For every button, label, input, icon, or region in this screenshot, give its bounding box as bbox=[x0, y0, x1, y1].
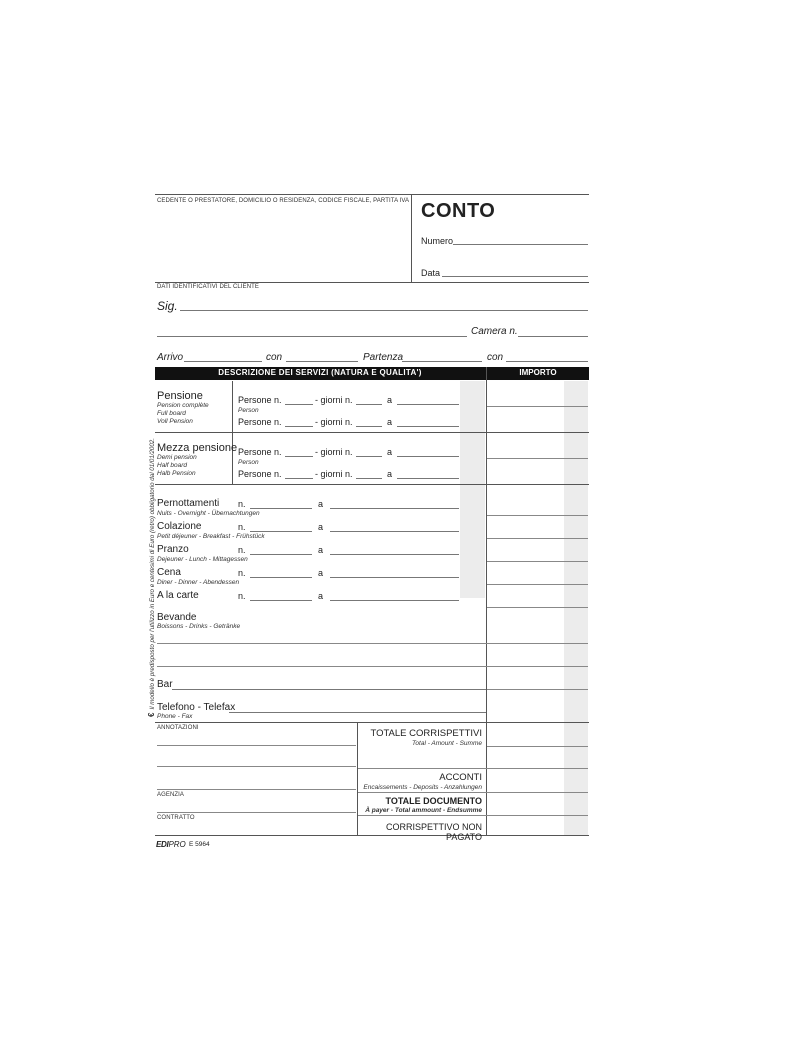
pension-persone-field[interactable] bbox=[285, 404, 313, 405]
data-label: Data bbox=[421, 268, 441, 278]
pension-title: Pensione bbox=[157, 390, 203, 402]
mezza-separator bbox=[155, 484, 589, 485]
annotazioni-line-3 bbox=[157, 789, 356, 790]
sig-label: Sig. bbox=[157, 299, 178, 313]
header-divider bbox=[411, 194, 412, 282]
totale-corrispettivi-line bbox=[487, 746, 588, 747]
telefono-field[interactable] bbox=[229, 712, 486, 713]
camera-field[interactable] bbox=[518, 336, 588, 337]
cena-a-label: a bbox=[318, 568, 324, 578]
totale-corrispettivi-sub: Total - Amount - Summe bbox=[412, 740, 482, 747]
partenza-label: Partenza bbox=[363, 352, 404, 363]
pranzo-importo-line bbox=[487, 561, 588, 562]
arrivo-field[interactable] bbox=[184, 361, 262, 362]
pension-separator bbox=[155, 432, 589, 433]
colazione-importo-line bbox=[487, 538, 588, 539]
mezza-persone-field[interactable] bbox=[285, 456, 313, 457]
pernottamenti-importo-line bbox=[487, 515, 588, 516]
mezza-a-field[interactable] bbox=[397, 456, 459, 457]
pernottamenti-a-field[interactable] bbox=[330, 508, 459, 509]
sig-field[interactable] bbox=[180, 310, 588, 311]
non-pagato-label: CORRISPETTIVO NON PAGATO bbox=[385, 822, 482, 842]
importo-divider bbox=[486, 367, 487, 835]
pension-a-field-2[interactable] bbox=[397, 426, 459, 427]
mezza-a-label: a bbox=[387, 447, 393, 457]
annotazioni-line-1 bbox=[157, 745, 356, 746]
pension-a-field[interactable] bbox=[397, 404, 459, 405]
pension-persone-label-2: Persone n. bbox=[238, 417, 282, 427]
page-title: CONTO bbox=[421, 200, 496, 222]
alacarte-title: A la carte bbox=[157, 590, 199, 601]
mezza-pensione-sub: Demi pension Half board Halb Pension bbox=[157, 454, 197, 477]
header-bottom-border bbox=[155, 282, 589, 283]
alacarte-a-field[interactable] bbox=[330, 600, 459, 601]
totale-documento-line bbox=[358, 815, 588, 816]
pernottamenti-title: Pernottamenti bbox=[157, 498, 220, 509]
cena-a-field[interactable] bbox=[330, 577, 459, 578]
partenza-con-field[interactable] bbox=[506, 361, 588, 362]
acconti-bottom-line bbox=[358, 792, 588, 793]
pension-sub: Pension complète Full board Voll Pension bbox=[157, 402, 209, 425]
pernottamenti-n-label: n. bbox=[238, 499, 246, 509]
partenza-field[interactable] bbox=[402, 361, 482, 362]
annotazioni-line-2 bbox=[157, 766, 356, 767]
acconti-sub: Encaissements - Deposits - Anzahlungen bbox=[363, 784, 482, 791]
pension-persone-field-2[interactable] bbox=[285, 426, 313, 427]
mezza-pensione-title: Mezza pensione bbox=[157, 442, 238, 454]
supplier-label: CEDENTE O PRESTATORE, DOMICILIO O RESIDENZA, CODICE FISCALE, PARTITA IVA bbox=[157, 198, 410, 204]
euro-mark: € bbox=[147, 712, 156, 717]
colazione-title: Colazione bbox=[157, 521, 202, 532]
bar-title: Bar bbox=[157, 679, 173, 690]
pernottamenti-a-label: a bbox=[318, 499, 324, 509]
pension-giorni-label-2: - giorni n. bbox=[315, 417, 353, 427]
partenza-con-label: con bbox=[487, 352, 504, 363]
pension-persone-label: Persone n. bbox=[238, 395, 282, 405]
pernottamenti-n-field[interactable] bbox=[250, 508, 312, 509]
euro-side-note bbox=[147, 438, 156, 717]
pension-giorni-label: - giorni n. bbox=[315, 395, 353, 405]
pension-a-label: a bbox=[387, 395, 393, 405]
cena-n-label: n. bbox=[238, 568, 246, 578]
mezza-a-label-2: a bbox=[387, 469, 393, 479]
mezza-person-sub: Person bbox=[238, 459, 259, 466]
arrivo-label: Arrivo bbox=[157, 352, 184, 363]
arrivo-con-label: con bbox=[266, 352, 283, 363]
mezza-giorni-field-2[interactable] bbox=[356, 478, 382, 479]
colazione-a-label: a bbox=[318, 522, 324, 532]
mezza-importo-line bbox=[487, 458, 588, 459]
client-section-label: DATI IDENTIFICATIVI DEL CLIENTE bbox=[157, 284, 260, 290]
cena-sub: Diner - Dinner - Abendessen bbox=[157, 579, 240, 586]
shade-col-left bbox=[460, 381, 485, 598]
arrivo-con-field[interactable] bbox=[286, 361, 358, 362]
totale-documento-label: TOTALE DOCUMENTO bbox=[385, 796, 482, 806]
footer-top-border bbox=[155, 722, 589, 723]
pension-a-label-2: a bbox=[387, 417, 393, 427]
totale-documento-sub: À payer - Total ammount - Endsumme bbox=[365, 807, 482, 814]
colazione-a-field[interactable] bbox=[330, 531, 459, 532]
importo-header: IMPORTO bbox=[519, 368, 557, 377]
pension-person-sub: Person bbox=[238, 407, 259, 414]
acconti-label: ACCONTI bbox=[439, 772, 482, 783]
cena-n-field[interactable] bbox=[250, 577, 312, 578]
shade-col-right bbox=[564, 381, 588, 835]
desc-header: DESCRIZIONE DEI SERVIZI (NATURA E QUALITA') bbox=[218, 368, 422, 377]
data-field[interactable] bbox=[442, 276, 588, 277]
bar-importo-line bbox=[487, 689, 588, 690]
bevande-sub: Boissons - Drinks - Getränke bbox=[157, 623, 241, 630]
alacarte-a-label: a bbox=[318, 591, 324, 601]
pernottamenti-sub: Nuits - Overnight - Übernachtungen bbox=[157, 510, 260, 517]
top-border bbox=[155, 194, 589, 195]
pranzo-n-label: n. bbox=[238, 545, 246, 555]
mezza-giorni-field[interactable] bbox=[356, 456, 382, 457]
pranzo-a-label: a bbox=[318, 545, 324, 555]
footer-divider bbox=[357, 722, 358, 835]
mezza-persone-label: Persone n. bbox=[238, 447, 282, 457]
client-address-field[interactable] bbox=[157, 336, 467, 337]
acconti-top-line bbox=[358, 768, 588, 769]
alacarte-n-label: n. bbox=[238, 591, 246, 601]
colazione-sub: Petit déjeuner - Breakfast - Frühstück bbox=[157, 533, 265, 540]
camera-label: Camera n. bbox=[471, 326, 518, 337]
mezza-giorni-label: - giorni n. bbox=[315, 447, 353, 457]
mezza-persone-label-2: Persone n. bbox=[238, 469, 282, 479]
numero-field[interactable] bbox=[453, 244, 588, 245]
bevande-line-1 bbox=[157, 643, 588, 644]
cena-importo-line bbox=[487, 584, 588, 585]
pranzo-title: Pranzo bbox=[157, 544, 189, 555]
brand-code: E 5964 bbox=[189, 841, 210, 848]
pension-giorni-field-2[interactable] bbox=[356, 426, 382, 427]
mezza-a-field-2[interactable] bbox=[397, 478, 459, 479]
cena-title: Cena bbox=[157, 567, 181, 578]
bar-field[interactable] bbox=[172, 689, 486, 690]
brand-logo: EDIPRO bbox=[156, 840, 186, 849]
agenzia-label: AGENZIA bbox=[157, 792, 185, 798]
colazione-n-field[interactable] bbox=[250, 531, 312, 532]
contratto-label: CONTRATTO bbox=[157, 815, 195, 821]
bevande-title: Bevande bbox=[157, 612, 197, 623]
telefono-sub: Phone - Fax bbox=[157, 713, 193, 720]
pranzo-a-field[interactable] bbox=[330, 554, 459, 555]
telefono-title: Telefono - Telefax bbox=[157, 702, 236, 713]
totale-corrispettivi-label: TOTALE CORRISPETTIVI bbox=[370, 728, 482, 739]
colazione-n-label: n. bbox=[238, 522, 246, 532]
mezza-giorni-label-2: - giorni n. bbox=[315, 469, 353, 479]
bevande-line-2 bbox=[157, 666, 588, 667]
mezza-persone-field-2[interactable] bbox=[285, 478, 313, 479]
pension-importo-line bbox=[487, 406, 588, 407]
alacarte-n-field[interactable] bbox=[250, 600, 312, 601]
annotazioni-label: ANNOTAZIONI bbox=[157, 725, 199, 731]
pranzo-sub: Dejeuner - Lunch - Mittagessen bbox=[157, 556, 248, 563]
pranzo-n-field[interactable] bbox=[250, 554, 312, 555]
alacarte-importo-line bbox=[487, 607, 588, 608]
agenzia-line bbox=[157, 812, 356, 813]
pension-giorni-field[interactable] bbox=[356, 404, 382, 405]
euro-note-text: Il modello è predisposto per l'utilizzo in Euro e centesimi di Euro (retro) obbligatorio dal 01/01/2002. bbox=[149, 438, 156, 710]
numero-label: Numero bbox=[421, 236, 454, 246]
